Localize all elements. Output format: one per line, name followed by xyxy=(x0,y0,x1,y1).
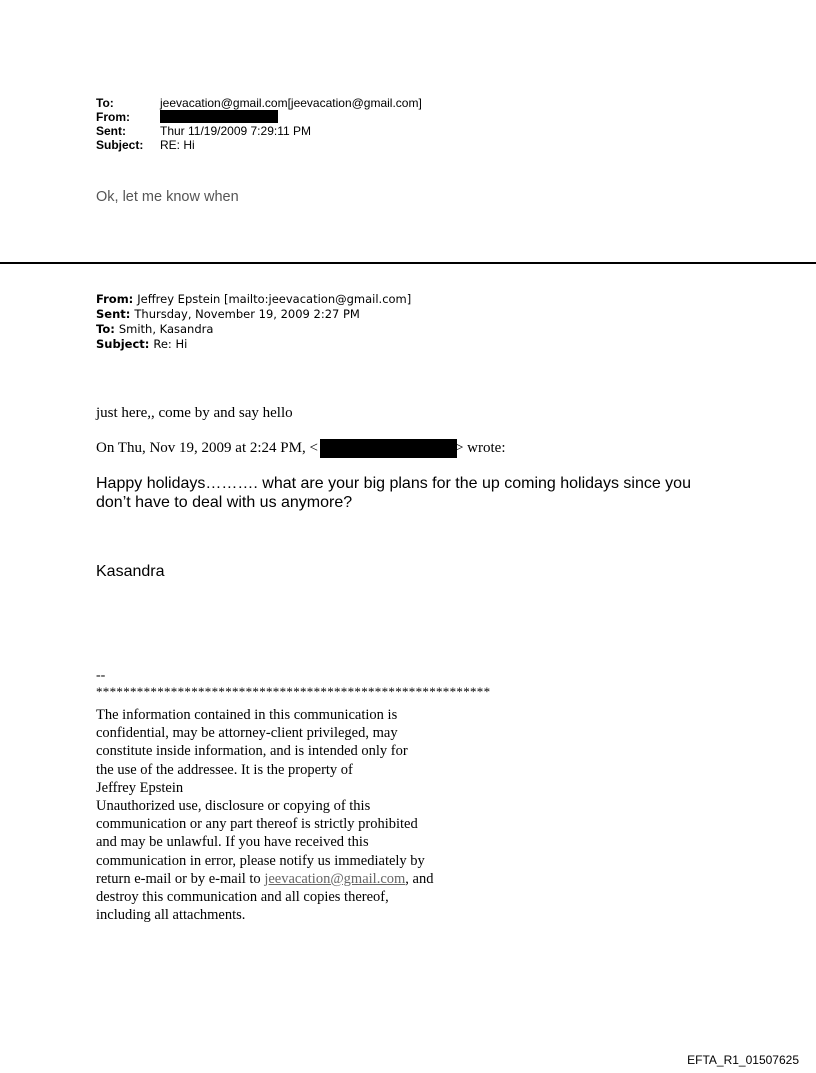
document-id: EFTA_R1_01507625 xyxy=(687,1053,799,1067)
signature: Kasandra xyxy=(96,563,165,580)
quoted-from-value: Jeffrey Epstein [mailto:jeevacation@gmail.com] xyxy=(137,292,412,306)
message-line: Happy holidays………. what are your big plans for the up coming holidays since you xyxy=(96,475,691,492)
quote-attribution xyxy=(96,439,505,458)
disclaimer-line: constitute inside information, and is intended only for xyxy=(96,743,408,760)
quoted-subject-label: Subject: xyxy=(96,337,150,351)
disclaimer-line: and may be unlawful. If you have received this xyxy=(96,834,369,851)
quoted-from-label: From: xyxy=(96,292,134,306)
header-from-row xyxy=(96,110,422,124)
quoted-message xyxy=(96,474,736,512)
disclaimer-line: Jeffrey Epstein xyxy=(96,779,184,796)
quoted-to-label: To: xyxy=(96,322,115,336)
disclaimer-line: including all attachments. xyxy=(96,907,246,924)
to-label: To: xyxy=(96,96,114,110)
subject-label: Subject: xyxy=(96,138,144,152)
quoted-sent-label: Sent: xyxy=(96,307,131,321)
signature-separator: -- xyxy=(96,668,106,683)
disclaimer-line: communication or any part thereof is strictly prohibited xyxy=(96,816,418,833)
attribution-prefix: On Thu, Nov 19, 2009 at 2:24 PM, < xyxy=(96,440,318,456)
link-suffix: , and xyxy=(405,870,434,887)
sent-value: Thur 11/19/2009 7:29:11 PM xyxy=(160,124,311,138)
from-label: From: xyxy=(96,110,130,124)
epstein-reply: just here,, come by and say hello xyxy=(96,405,293,421)
disclaimer-line-with-link xyxy=(96,870,433,888)
quoted-from-row xyxy=(96,292,411,307)
email-link[interactable]: jeevacation@gmail.com xyxy=(264,870,406,887)
header-sent-row xyxy=(96,124,422,138)
link-prefix: return e-mail or by e-mail to xyxy=(96,870,265,887)
redaction-box xyxy=(160,110,278,123)
header-to-row xyxy=(96,96,422,110)
disclaimer-line: communication in error, please notify us immediately by xyxy=(96,852,425,869)
asterisk-divider: ********************************************************** xyxy=(96,684,491,699)
quoted-to-value: Smith, Kasandra xyxy=(118,322,214,336)
confidentiality-disclaimer xyxy=(96,706,433,924)
quoted-subject-row xyxy=(96,337,411,352)
attribution-suffix: > wrote: xyxy=(454,440,506,456)
disclaimer-line: The information contained in this communication is xyxy=(96,707,398,723)
email-header xyxy=(96,96,422,152)
quoted-sent-value: Thursday, November 19, 2009 2:27 PM xyxy=(134,307,360,321)
quoted-subject-value: Re: Hi xyxy=(153,337,188,351)
divider-line xyxy=(0,262,816,264)
subject-value: RE: Hi xyxy=(160,138,195,152)
reply-body: Ok, let me know when xyxy=(96,189,239,205)
disclaimer-line: the use of the addressee. It is the property of xyxy=(96,761,353,778)
sent-label: Sent: xyxy=(96,124,126,138)
message-line: don’t have to deal with us anymore? xyxy=(96,494,353,511)
to-value: jeevacation@gmail.com[jeevacation@gmail.com] xyxy=(160,96,422,110)
disclaimer-line: confidential, may be attorney-client privileged, may xyxy=(96,725,398,742)
quoted-sent-row xyxy=(96,307,411,322)
redaction-box xyxy=(320,439,457,458)
header-subject-row xyxy=(96,138,422,152)
quoted-to-row xyxy=(96,322,411,337)
quoted-header xyxy=(96,292,411,352)
disclaimer-line: destroy this communication and all copies thereof, xyxy=(96,889,389,906)
disclaimer-line: Unauthorized use, disclosure or copying of this xyxy=(96,798,371,815)
